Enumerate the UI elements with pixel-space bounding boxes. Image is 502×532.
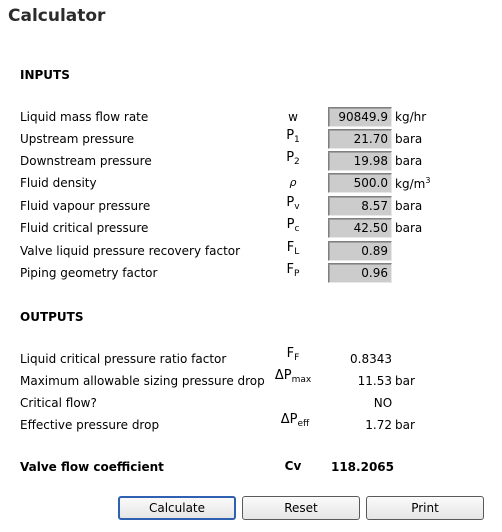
fluid-density-input[interactable]: 500.0 bbox=[328, 173, 392, 193]
symbol-delta-p-max: $\Delta P_{max}$ bbox=[274, 368, 312, 385]
result-row-flow-coefficient bbox=[0, 456, 502, 478]
input-label: Fluid critical pressure bbox=[20, 221, 149, 235]
input-label: Downstream pressure bbox=[20, 154, 152, 168]
input-row-piping-factor bbox=[0, 262, 502, 284]
unit-label: bara bbox=[395, 221, 423, 235]
input-row-fluid-density bbox=[0, 172, 502, 194]
recovery-factor-input[interactable]: 0.89 bbox=[328, 241, 392, 261]
unit-label: bara bbox=[395, 199, 423, 213]
result-label: Valve flow coefficient bbox=[20, 460, 164, 474]
inputs-heading: INPUTS bbox=[20, 68, 70, 82]
unit-label: bara bbox=[395, 154, 423, 168]
input-row-vapour-pressure bbox=[0, 195, 502, 217]
page-title: Calculator bbox=[8, 6, 106, 26]
symbol-pv: $P_v$ bbox=[286, 195, 300, 212]
output-row-max-pressure-drop bbox=[0, 370, 502, 392]
critical-flow-value: NO bbox=[373, 396, 393, 410]
unit-label: bara bbox=[395, 132, 423, 146]
output-row-critical-ratio bbox=[0, 348, 502, 370]
symbol-cv: Cv bbox=[284, 459, 302, 473]
unit-label: bar bbox=[395, 374, 415, 388]
outputs-heading: OUTPUTS bbox=[20, 310, 84, 324]
output-label: Effective pressure drop bbox=[20, 418, 160, 432]
symbol-w: w bbox=[288, 110, 298, 124]
input-label: Upstream pressure bbox=[20, 132, 135, 146]
input-row-critical-pressure bbox=[0, 217, 502, 239]
input-row-mass-flow bbox=[0, 106, 502, 128]
symbol-p2: $P_2$ bbox=[286, 150, 300, 167]
unit-label: kg/hr bbox=[395, 110, 427, 124]
output-label: Critical flow? bbox=[20, 396, 97, 410]
upstream-pressure-input[interactable]: 21.70 bbox=[328, 129, 392, 149]
max-pressure-drop-value: 11.53 bbox=[357, 374, 392, 388]
output-row-effective-pressure-drop bbox=[0, 414, 502, 436]
flow-coefficient-value: 118.2065 bbox=[330, 460, 394, 474]
output-label: Liquid critical pressure ratio factor bbox=[20, 352, 227, 366]
vapour-pressure-input[interactable]: 8.57 bbox=[328, 196, 392, 216]
symbol-rho: ρ bbox=[289, 176, 297, 189]
symbol-fp: $F_P$ bbox=[286, 262, 300, 279]
input-label: Valve liquid pressure recovery factor bbox=[20, 244, 241, 258]
input-row-downstream-pressure bbox=[0, 150, 502, 172]
unit-label: bar bbox=[395, 418, 415, 432]
symbol-pc: $P_c$ bbox=[286, 217, 300, 234]
input-label: Piping geometry factor bbox=[20, 266, 158, 280]
output-row-critical-flow bbox=[0, 392, 502, 414]
input-label: Liquid mass flow rate bbox=[20, 110, 149, 124]
input-row-recovery-factor bbox=[0, 240, 502, 262]
reset-button[interactable]: Reset bbox=[242, 496, 360, 520]
symbol-p1: $P_1$ bbox=[286, 128, 300, 145]
symbol-ff: $F_F$ bbox=[286, 346, 300, 363]
effective-pressure-drop-value: 1.72 bbox=[365, 418, 392, 432]
calculate-button[interactable]: Calculate bbox=[118, 496, 236, 520]
critical-ratio-value: 0.8343 bbox=[350, 352, 392, 366]
unit-label: $kg/m^3$ bbox=[395, 176, 431, 191]
mass-flow-input[interactable]: 90849.9 bbox=[328, 107, 392, 127]
output-label: Maximum allowable sizing pressure drop bbox=[20, 374, 265, 388]
input-label: Fluid density bbox=[20, 176, 97, 190]
downstream-pressure-input[interactable]: 19.98 bbox=[328, 151, 392, 171]
symbol-delta-p-eff: $\Delta P_{eff}$ bbox=[280, 412, 310, 429]
piping-factor-input[interactable]: 0.96 bbox=[328, 263, 392, 283]
input-label: Fluid vapour pressure bbox=[20, 199, 151, 213]
symbol-fl: $F_L$ bbox=[286, 240, 300, 257]
input-row-upstream-pressure bbox=[0, 128, 502, 150]
print-button[interactable]: Print bbox=[366, 496, 484, 520]
critical-pressure-input[interactable]: 42.50 bbox=[328, 218, 392, 238]
